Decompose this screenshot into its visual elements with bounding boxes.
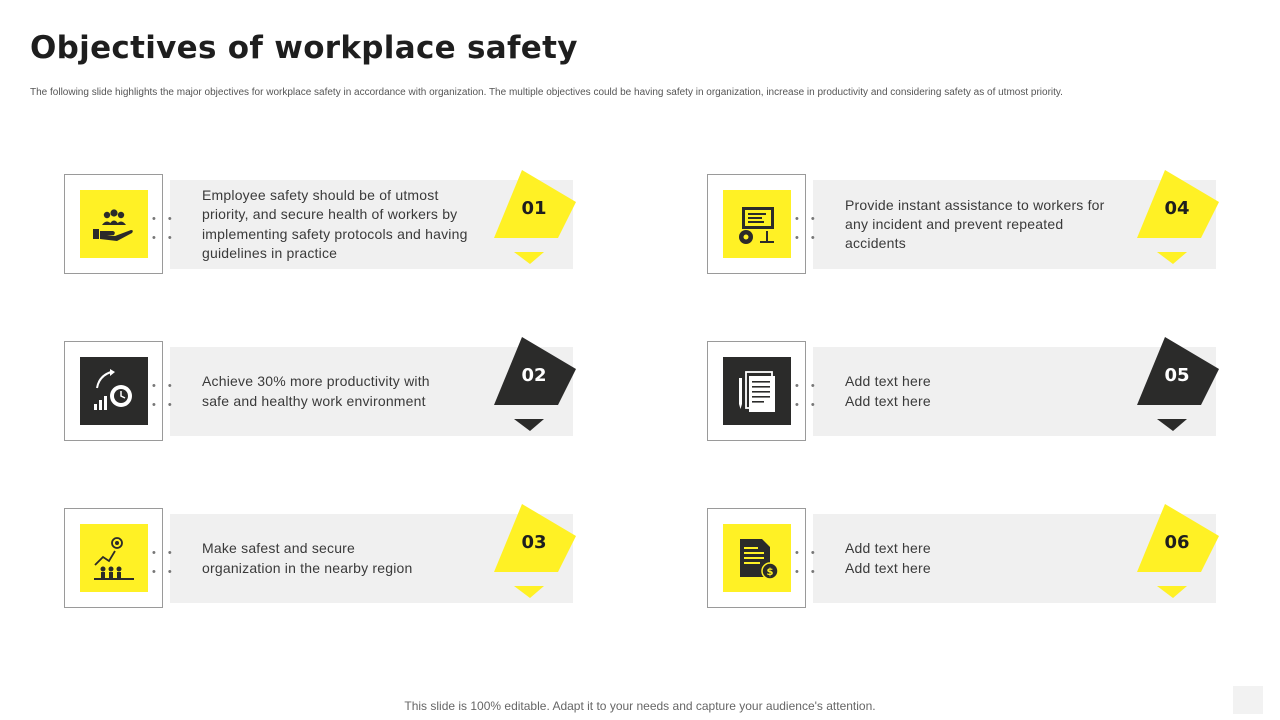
objective-text — [202, 514, 473, 603]
document-money-icon — [723, 524, 791, 592]
connector-dots: •• •• — [795, 213, 827, 244]
badge-number: 01 — [521, 198, 547, 219]
objective-line: any incident and prevent repeated — [845, 215, 1064, 232]
objective-line: Add text here — [845, 373, 931, 390]
growth-chart-people-icon — [80, 524, 148, 592]
number-badge — [1135, 337, 1219, 433]
objective-card-01 — [64, 174, 576, 276]
objective-line: Add text here — [845, 540, 931, 557]
objective-card-03 — [64, 508, 576, 610]
objective-card-05 — [707, 341, 1219, 443]
icon-frame — [64, 341, 163, 441]
icon-frame — [707, 341, 806, 441]
objective-line: priority, and secure health of workers by — [202, 206, 458, 223]
icon-frame — [64, 508, 163, 608]
objective-text — [202, 347, 473, 436]
connector-dots: •• •• — [152, 547, 184, 578]
footer-note: This slide is 100% editable. Adapt it to your needs and capture your audience's attention. — [404, 699, 876, 713]
objective-line: Achieve 30% more productivity with — [202, 373, 430, 390]
hand-holding-team-icon — [80, 190, 148, 258]
objective-line: Add text here — [845, 392, 931, 409]
document-pen-icon — [723, 357, 791, 425]
objective-card-04 — [707, 174, 1219, 276]
number-badge — [1135, 504, 1219, 600]
icon-frame — [707, 508, 806, 608]
badge-number: 03 — [521, 532, 547, 553]
objective-line: Make safest and secure — [202, 540, 356, 557]
badge-number: 06 — [1164, 532, 1190, 553]
badge-number: 04 — [1164, 198, 1190, 219]
productivity-gear-chart-icon — [80, 357, 148, 425]
objective-line: accidents — [845, 235, 906, 252]
objective-text — [845, 347, 1116, 436]
objective-card-06 — [707, 508, 1219, 610]
number-badge — [1135, 170, 1219, 266]
objective-line: implementing safety protocols and having — [202, 225, 468, 242]
objective-text — [845, 180, 1116, 269]
number-badge — [492, 337, 576, 433]
svg-text:$: $ — [766, 567, 774, 578]
objective-line: Employee safety should be of utmost — [202, 187, 439, 204]
connector-dots: •• •• — [152, 380, 184, 411]
objective-line: safe and healthy work environment — [202, 392, 426, 409]
number-badge — [492, 170, 576, 266]
page-subtitle: The following slide highlights the major objectives for workplace safety in accordance with organization. The multiple objectives could be having safety in organization, increase in productivity and considering safety as of utmost priority. — [30, 87, 1063, 98]
objective-line: organization in the nearby region — [202, 559, 413, 576]
connector-dots: •• •• — [795, 380, 827, 411]
page-title: Objectives of workplace safety — [30, 30, 578, 66]
number-badge — [492, 504, 576, 600]
objective-text — [202, 180, 473, 269]
icon-frame — [707, 174, 806, 274]
badge-number: 02 — [521, 365, 547, 386]
objective-line: Add text here — [845, 559, 931, 576]
monitor-gear-icon — [723, 190, 791, 258]
objective-card-02 — [64, 341, 576, 443]
badge-number: 05 — [1164, 365, 1190, 386]
objective-line: Provide instant assistance to workers for — [845, 196, 1105, 213]
corner-placeholder — [1233, 686, 1263, 714]
connector-dots: •• •• — [795, 547, 827, 578]
objective-line: guidelines in practice — [202, 244, 338, 261]
objective-text — [845, 514, 1116, 603]
icon-frame — [64, 174, 163, 274]
connector-dots: •• •• — [152, 213, 184, 244]
